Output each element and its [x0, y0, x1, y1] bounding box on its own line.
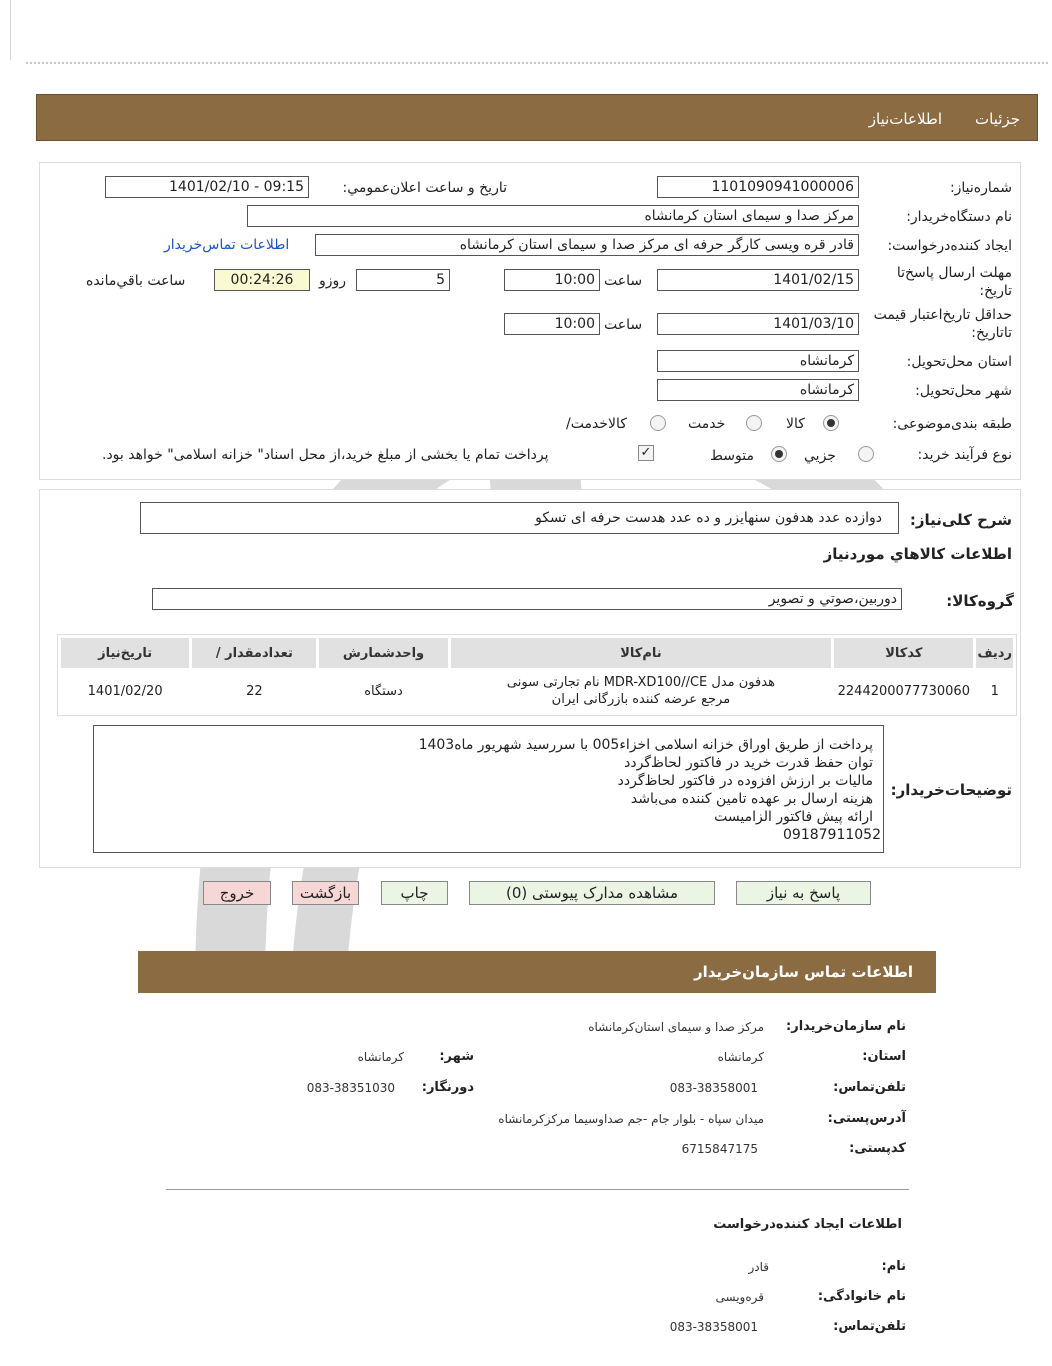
group-field: دوربين،صوتي و تصوير: [152, 588, 902, 610]
category-option-goods: کالا: [786, 416, 805, 432]
need-number-label: شماره‌نیاز:: [949, 180, 1012, 196]
contact-postal-label: کدپستی:: [849, 1141, 906, 1156]
category-radio-service[interactable]: [746, 415, 762, 431]
contact-province-label: استان:: [862, 1049, 906, 1064]
creator-name-value: قادر: [748, 1260, 769, 1274]
notes-line: مالیات بر ارزش افزوده در فاکتور لحاظ‌گردد: [617, 773, 873, 789]
tab-details[interactable]: جزئيات: [975, 110, 1020, 128]
col-qty: تعدادمقدار /: [192, 638, 316, 668]
deadline-label: مهلت ارسال پاسخ‌تا تاريخ:: [896, 265, 1012, 299]
contact-fax-label: دورنگار:: [421, 1080, 474, 1095]
contact-title: اطلاعات تماس سازمان‌خريدار: [693, 963, 913, 981]
buyer-org-field: مرکز صدا و سیمای استان کرمانشاه: [247, 205, 859, 227]
cell-code: 2244200077730060: [837, 683, 970, 699]
announce-label: تاريخ و ساعت اعلان‌عمومي:: [342, 180, 507, 196]
notes-line: توان حفظ قدرت خرید در فاکتور لحاظ‌گردد: [624, 755, 873, 771]
process-label: نوع فرآيند خريد:: [917, 447, 1012, 463]
reply-button[interactable]: پاسخ به نياز: [736, 881, 871, 905]
creator-name-label: نام:: [881, 1259, 906, 1274]
category-label: طبقه بندی‌موضوعی:: [892, 416, 1012, 432]
col-row: رديف: [976, 638, 1013, 668]
items-table: [58, 635, 1016, 714]
creator-label: ايجاد كننده‌درخواست:: [887, 238, 1012, 254]
notes-box: [93, 725, 884, 853]
items-table-wrap: [57, 634, 1017, 716]
creator-phone-label: تلفن‌تماس:: [833, 1319, 906, 1334]
contact-org-label: نام سازمان‌خريدار:: [786, 1019, 906, 1034]
remaining-time-field: 00:24:26: [214, 269, 310, 291]
contact-postal-value: 6715847175: [681, 1142, 758, 1156]
cell-row: 1: [990, 683, 999, 699]
cell-qty: 22: [246, 683, 263, 699]
payment-checkbox-label: پرداخت تمام يا بخشی از مبلغ خريد،از محل اسناد" خزانه اسلامی" خواهد بود.: [102, 447, 549, 463]
city-field: کرمانشاه: [657, 379, 859, 401]
payment-checkbox[interactable]: ✓: [638, 445, 654, 461]
top-divider: [26, 62, 1048, 64]
col-name: نام‌کالا: [451, 638, 832, 668]
goods-info-title: اطلاعات کالاهاي موردنياز: [823, 545, 1012, 563]
creator-family-label: نام خانوادگی:: [817, 1289, 906, 1304]
deadline-time-field: 10:00: [504, 269, 600, 291]
process-option-minor: جزيي: [804, 448, 836, 464]
notes-line: 09187911052: [783, 827, 881, 843]
creator-phone-value: 083-38358001: [669, 1320, 758, 1334]
need-number-field: 1101090941000006: [657, 176, 859, 198]
category-radio-goods-service[interactable]: [650, 415, 666, 431]
notes-line: پرداخت از طریق اوراق خزانه اسلامی اخزاء005 با سررسید شهریور ماه1403: [418, 737, 873, 753]
back-button[interactable]: بازگشت: [292, 881, 359, 905]
cell-date: 1401/02/20: [87, 683, 163, 699]
notes-line: ارائه پیش فاکتور الزامیست: [714, 809, 873, 825]
contact-divider: [166, 1189, 909, 1190]
contact-province-value: کرمانشاه: [717, 1050, 764, 1064]
validity-time-field: 10:00: [504, 313, 600, 335]
contact-address-value: میدان سپاه - بلوار جام -جم صداوسیما مرکزکرمانشاه: [498, 1112, 764, 1126]
creator-info-title: اطلاعات ايجاد کننده‌درخواست: [713, 1217, 902, 1232]
attachments-button[interactable]: مشاهده مدارک پیوستی (0): [469, 881, 715, 905]
tab-bar: [36, 94, 1038, 141]
contact-org-value: مرکز صدا و سیمای استان‌کرمانشاه: [588, 1020, 764, 1034]
contact-city-value: کرمانشاه: [357, 1050, 404, 1064]
group-label: گروه‌کالا:: [946, 592, 1014, 610]
desc-label: شرح کلی‌نياز:: [909, 511, 1012, 529]
contact-address-label: آدرس‌پستی:: [827, 1111, 906, 1126]
days-word: روزو: [319, 273, 347, 289]
notes-label: توضيحات‌خريدار:: [890, 781, 1012, 799]
deadline-time-word: ساعت: [604, 273, 643, 289]
cell-name-line1: هدفون مدل MDR-XD100//CE نام تجارتی سونی: [506, 675, 775, 690]
desc-field: دوازده عدد هدفون سنهایزر و ده عدد هدست حرفه ای تسکو: [140, 502, 899, 534]
province-label: استان محل‌تحويل:: [906, 354, 1012, 370]
creator-family-value: قره‌ویسی: [715, 1290, 764, 1304]
category-radio-goods[interactable]: [823, 415, 839, 431]
validity-label: حداقل تاريخ‌اعتبار قيمت تا‌تاريخ:: [873, 307, 1012, 341]
announce-field: 1401/02/10 - 09:15: [105, 176, 309, 198]
cell-name: [451, 671, 832, 711]
process-radio-medium[interactable]: [771, 446, 787, 462]
table-row: [61, 671, 1013, 711]
col-date: تاريخ‌نياز: [61, 638, 189, 668]
print-button[interactable]: چاپ: [381, 881, 448, 905]
category-option-service: خدمت: [688, 416, 726, 432]
deadline-date-field: 1401/02/15: [657, 269, 859, 291]
process-radio-minor[interactable]: [858, 446, 874, 462]
validity-time-word: ساعت: [604, 317, 643, 333]
process-option-medium: متوسط: [710, 448, 754, 464]
contact-header-bar: [138, 951, 936, 993]
validity-date-field: 1401/03/10: [657, 313, 859, 335]
buyer-contact-link[interactable]: اطلاعات تماس‌خريدار: [164, 237, 290, 253]
contact-fax-value: 083-38351030: [306, 1081, 395, 1095]
remaining-label: ساعت باقي‌مانده: [86, 273, 186, 289]
contact-phone-label: تلفن‌تماس:: [833, 1080, 906, 1095]
col-unit: واحدشمارش: [319, 638, 447, 668]
cell-unit: دستگاه: [364, 683, 403, 699]
notes-line: هزینه ارسال بر عهده تامین کننده می‌باشد: [630, 791, 873, 807]
buyer-org-label: نام دستگاه‌خريدار:: [906, 209, 1012, 225]
contact-city-label: شهر:: [439, 1049, 474, 1064]
city-label: شهر محل‌تحويل:: [915, 383, 1012, 399]
tab-need-info[interactable]: اطلاعات‌نیاز: [868, 110, 942, 128]
exit-button[interactable]: خروج: [203, 881, 271, 905]
creator-field: قادر قره ویسی کارگر حرفه ای مرکز صدا و سیمای استان کرمانشاه: [315, 234, 859, 256]
col-code: کدکالا: [834, 638, 973, 668]
category-option-goods-service: کالا‌خدمت/: [566, 416, 627, 432]
contact-phone-value: 083-38358001: [669, 1081, 758, 1095]
cell-name-line2: مرجع عرضه کننده بازرگانی ایران: [551, 692, 731, 707]
province-field: کرمانشاه: [657, 350, 859, 372]
page-edge-line: [10, 0, 11, 60]
days-field: 5: [356, 269, 450, 291]
